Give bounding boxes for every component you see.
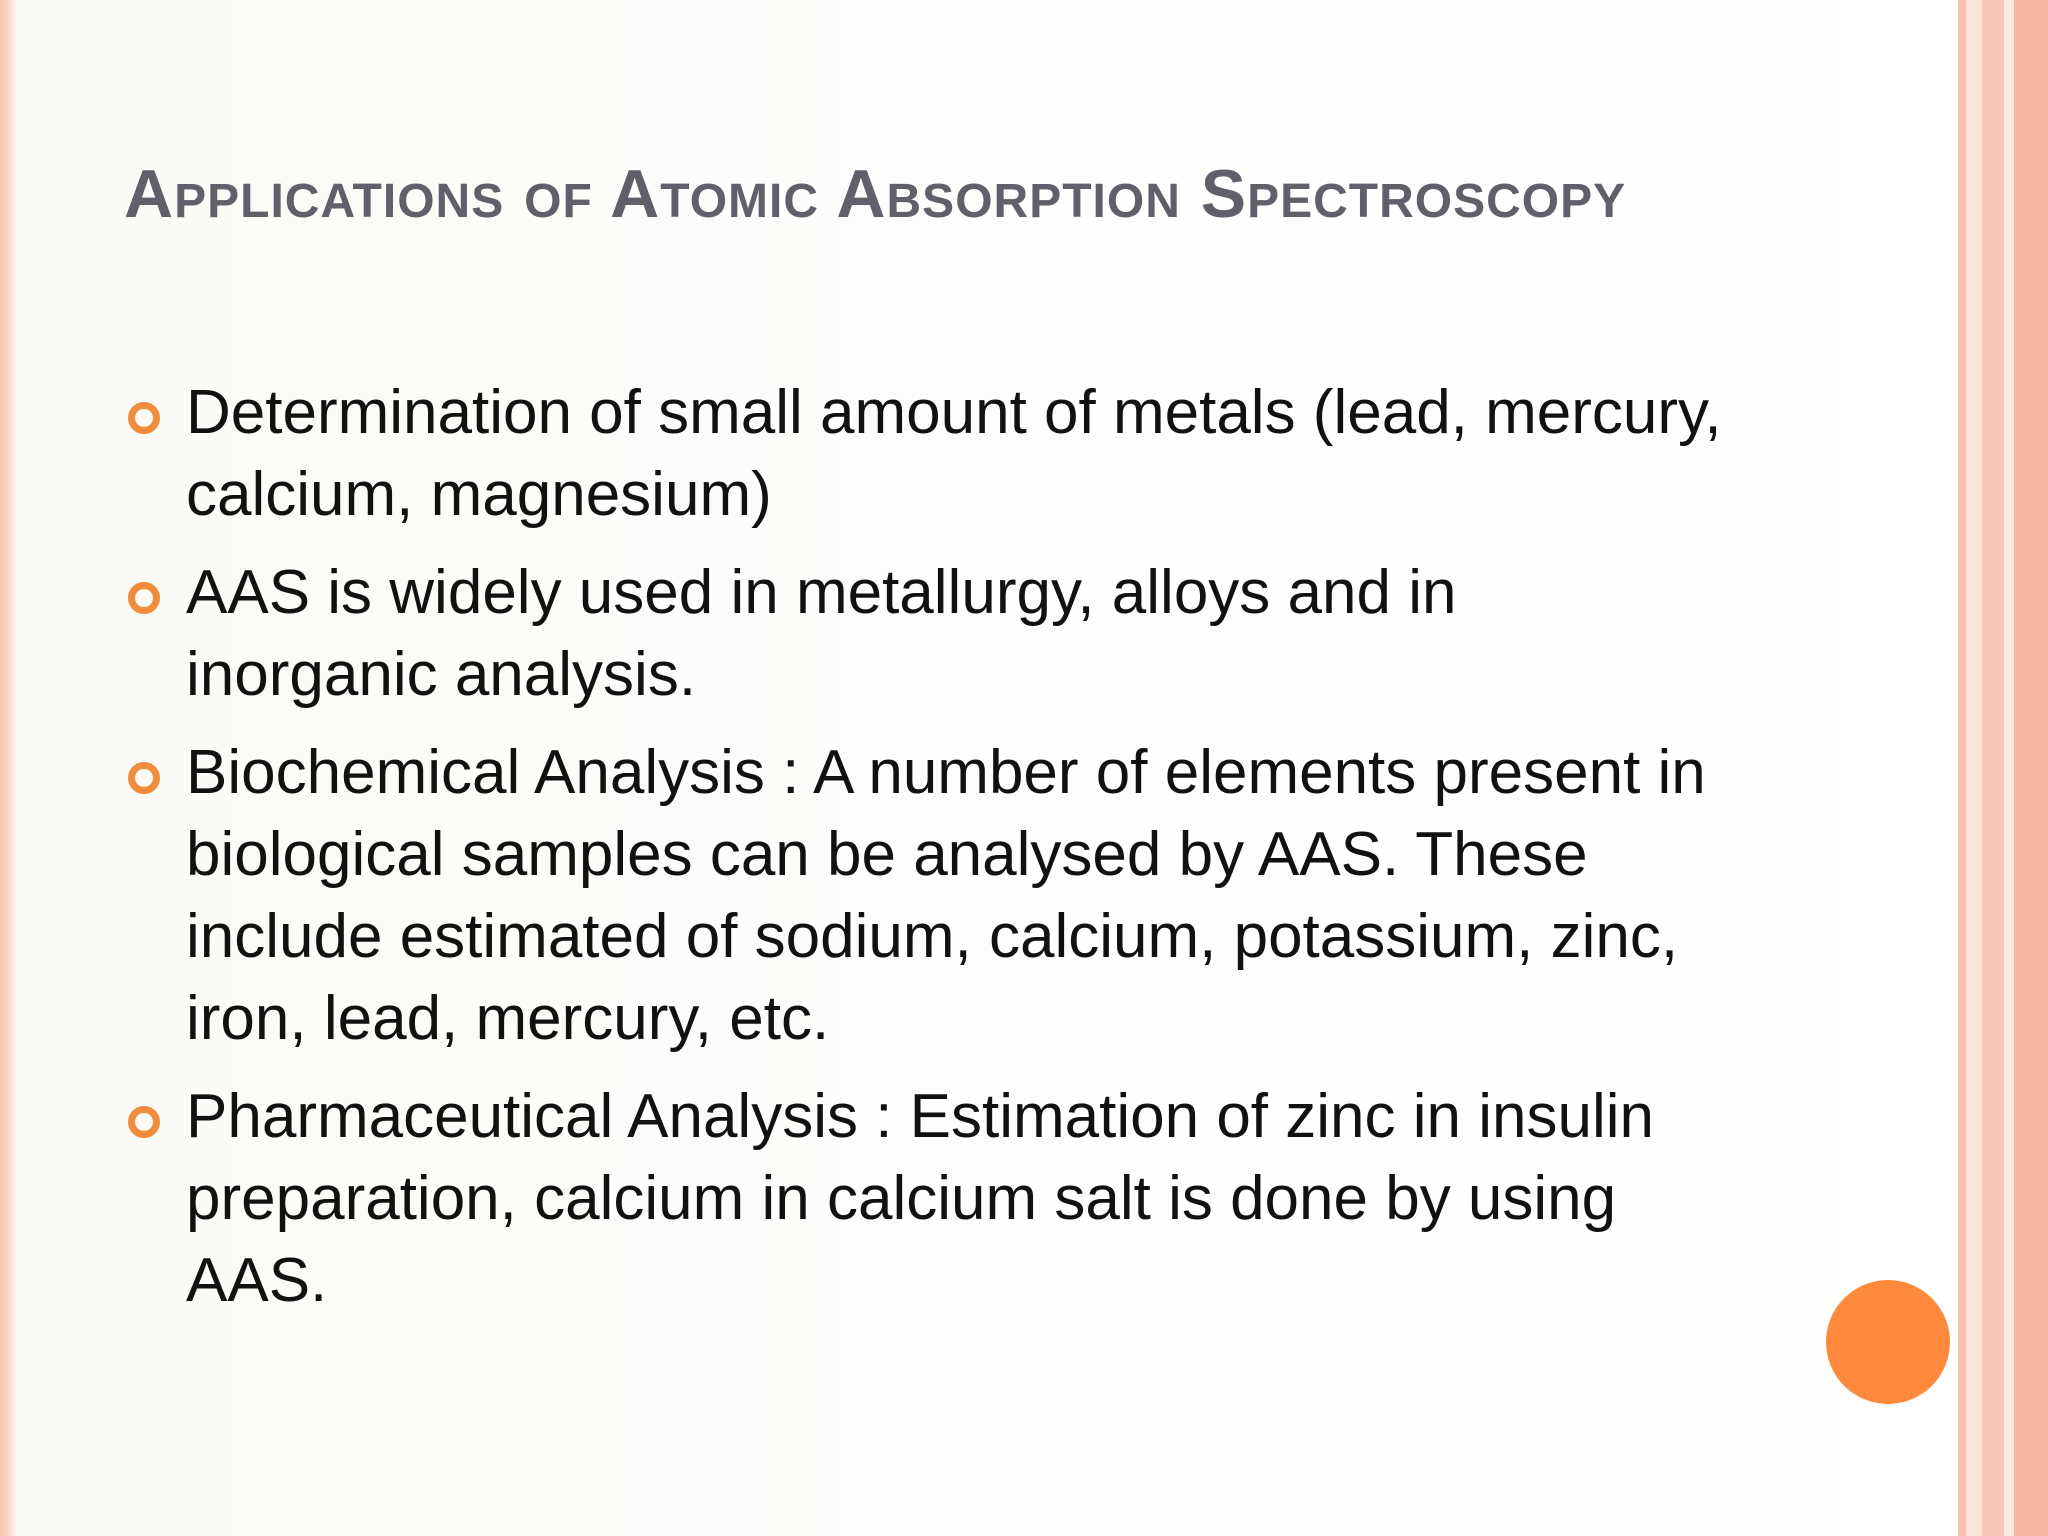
right-border-stripe	[2014, 0, 2048, 1536]
bullet-item	[124, 1076, 1724, 1322]
bullet-text: Determination of small amount of metals (lead, mercury, calcium, magnesium)	[186, 378, 1722, 529]
right-border-stripe	[1982, 0, 2004, 1536]
left-border-stripe	[0, 0, 16, 1536]
bullet-item	[124, 552, 1724, 716]
orange-circle-decoration	[1826, 1280, 1950, 1404]
slide-title: Applications of Atomic Absorption Spectroscopy	[124, 156, 1627, 232]
bullet-text: AAS is widely used in metallurgy, alloys and in inorganic analysis.	[186, 558, 1457, 709]
bullet-text: Pharmaceutical Analysis : Estimation of zinc in insulin preparation, calcium in calcium salt is done by using AAS.	[186, 1082, 1654, 1315]
bullet-text: Biochemical Analysis : A number of elements present in biological samples can be analysed by AAS. These include estimated of sodium, calcium, potassium, zinc, iron, lead, mercury, etc.	[186, 738, 1706, 1053]
bullet-icon	[128, 762, 160, 794]
bullet-icon	[128, 582, 160, 614]
bullet-icon	[128, 402, 160, 434]
bullet-icon	[128, 1106, 160, 1138]
right-border-stripe	[1958, 0, 1966, 1536]
bullet-item	[124, 372, 1724, 536]
right-border-stripe	[2004, 0, 2014, 1536]
bullet-list	[124, 372, 1724, 1338]
right-border-stripe	[1966, 0, 1982, 1536]
bullet-item	[124, 732, 1724, 1060]
